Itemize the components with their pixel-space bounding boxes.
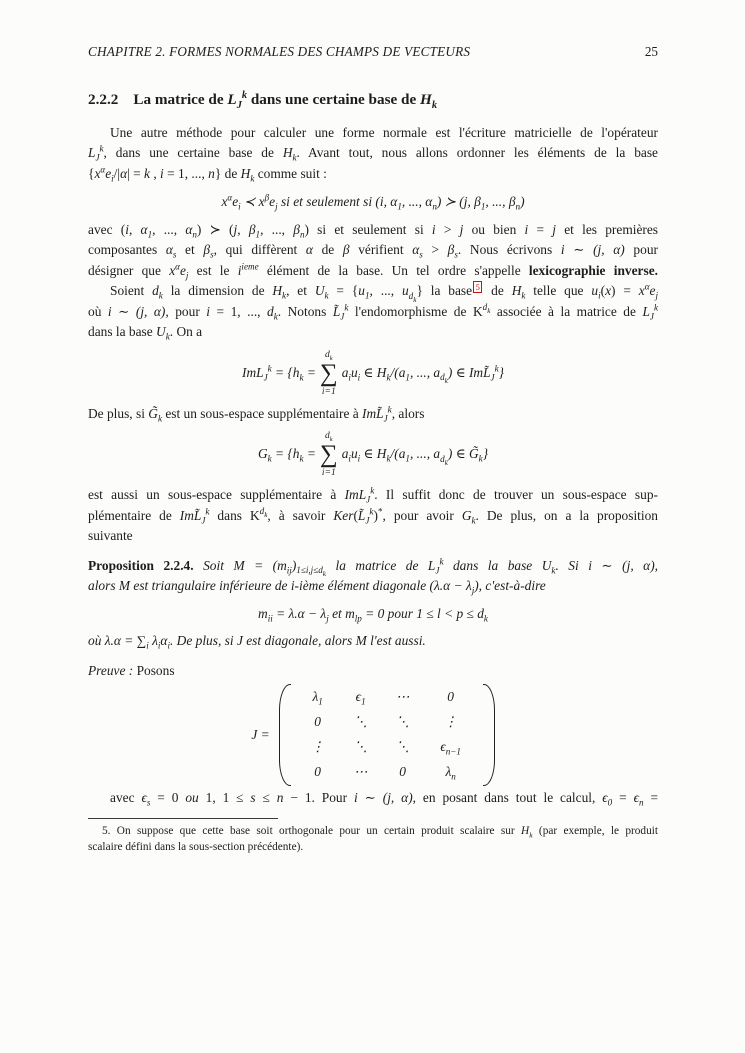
sum-lower-limit: i=1	[321, 468, 336, 478]
text-line: composantes $\alpha_s$ et $\beta_s$, qui diffèrent α de β vérifient $\alpha_s > \beta_s$. Nous écrivons i ∼ (j, α) pour	[88, 242, 658, 260]
text-line: est aussi un sous-espace supplémentaire à ImL$_J^k$. Il suffit donc de trouver un sous-espace sup-	[88, 485, 658, 505]
matrix-cell: 0	[314, 714, 321, 730]
running-chapter-title: CHAPITRE 2. FORMES NORMALES DES CHAMPS DE VECTEURS	[88, 44, 471, 59]
matrix-cell: 0	[399, 764, 406, 780]
matrix-cell: ⋯	[395, 689, 410, 705]
text-line: dans la base $U_k$. On a	[88, 324, 203, 342]
formula-right: $a_iu_i$ ∈ $H_k/(a_1$, ..., $a_{d_k}$) ∈ $ImL̃_J^k$}	[341, 363, 504, 386]
display-formula-order: $x^\alpha e_i$ ≺ $x^\beta e_j$ si et seulement si (i, $\alpha_1$, ..., $\alpha_n$) ≻ (j, $\beta_1$, ..., $\beta_n$)	[221, 192, 525, 212]
matrix-cell: $\epsilon_{n-1}$	[440, 739, 461, 757]
matrix-cell: ⋱	[353, 714, 368, 730]
formula-right: $a_iu_i$ ∈ $H_k/(a_1$, ..., $a_{d_k}$) ∈ $G̃_k$}	[341, 446, 489, 467]
sum-operator	[320, 350, 338, 397]
sigma-icon: ∑	[319, 359, 338, 387]
paragraph-order-def	[88, 220, 658, 282]
matrix-cell: ⋮	[443, 714, 458, 730]
footnote-block	[88, 823, 658, 856]
matrix-cell: ⋮	[310, 739, 325, 755]
display-formula-im	[88, 350, 658, 397]
proposition-block	[88, 556, 658, 597]
matrix-cell: ⋯	[353, 764, 368, 780]
paragraph-base	[88, 281, 658, 343]
display-formula-gk	[88, 431, 658, 478]
sum-lower-limit: i=1	[321, 386, 336, 397]
paragraph-supplementaire	[88, 485, 658, 547]
text-line: où i ∼ (j, α), pour i = 1, ..., $d_k$. Notons $L̃_J^k$ l'endomorphisme de $K^{d_k}$ associée à la matrice de $L_J^k$	[88, 302, 658, 322]
text-line: {$x^\alpha e_i/|\alpha| = k$ , i = 1, ..., n} de $H_k$ comme suit :	[88, 164, 327, 184]
text-line: désigner que $x^\alpha e_j$ est le $i^{ieme}$ élément de la base. Un tel ordre s'appelle lexicographie inverse.	[88, 261, 658, 281]
footnote-line: 5. On suppose que cette base soit orthogonale pour un certain produit scalaire sur $H_k$ (par exemple, le produit	[102, 824, 658, 839]
text-line: plémentaire de $ImL̃_J^k$ dans $K^{d_k}$, à savoir $Ker(L̃_J^k)^*$, pour avoir $G_k$. De plus, on a la proposition	[88, 506, 659, 526]
display-matrix-j	[88, 684, 658, 786]
matrix-cell: $\lambda_n$	[445, 764, 456, 782]
paragraph-intro	[88, 123, 658, 185]
text-line: suivante	[88, 528, 133, 543]
page-header	[88, 42, 658, 63]
sum-operator	[320, 431, 338, 478]
proposition-line: alors M est triangulaire inférieure de i-ième élément diagonale $(\lambda.\alpha - \lambda_j)$, c'est-à-dire	[88, 578, 546, 596]
right-paren-icon	[483, 684, 495, 786]
matrix-cell: $\epsilon_1$	[355, 689, 366, 707]
text-line-ou: où $\lambda.\alpha = \sum_i$ $\lambda_i\alpha_i$. De plus, si J est diagonale, alors M l'est aussi.	[88, 633, 426, 651]
text-line-deplus: De plus, si $G̃_k$ est un sous-espace supplémentaire à $ImL̃_J^k$, alors	[88, 404, 425, 424]
text-line: Soient $d_k$ la dimension de $H_k$, et $U_k = \{u_1$, ..., $u_{d_k}$} la base $^5$ de $H_k$ telle que $u_i(x) = x^\alpha e_j$	[110, 281, 658, 304]
footnote-rule	[88, 818, 278, 819]
matrix-cell: ⋱	[395, 739, 410, 755]
sum-upper-limit: $d_k$	[324, 431, 333, 443]
matrix-cell: ⋱	[353, 739, 368, 755]
matrix-cell: 0	[447, 689, 454, 705]
text-line: $L_J^k$, dans une certaine base de $H_k$. Avant tout, nous allons ordonner les éléments de la base	[88, 143, 658, 163]
formula-left: $G_k = \{h_k$ =	[257, 446, 316, 464]
text-line: Une autre méthode pour calculer une forme normale est l'écriture matricielle de l'opérateur	[110, 124, 658, 140]
proposition-line: Proposition 2.2.4. Soit $M = (m_{ij})_{1\le i,j\le d_k}$ la matrice de $L_J^k$ dans la base $U_k$. Si i ∼ (j, α),	[88, 556, 659, 578]
footnote-marker-link[interactable]: 5	[473, 281, 482, 293]
text-line-preuve: Preuve : Posons	[88, 662, 175, 678]
section-heading	[88, 90, 658, 110]
section-title: La matrice de $L_J^k$ dans une certaine base de $H_k$	[133, 89, 438, 111]
sigma-icon: ∑	[319, 441, 338, 468]
section-number: 2.2.2	[88, 90, 119, 108]
page-number: 25	[644, 44, 658, 59]
sum-upper-limit: $d_k$	[324, 349, 333, 362]
matrix-cell: $\lambda_1$	[312, 689, 323, 707]
text-line: avec (i, $\alpha_1$, ..., $\alpha_n$) ≻ (j, $\beta_1$, ..., $\beta_n$) si et seulement si i > j ou bien i = j et les premières	[88, 221, 659, 240]
display-formula-mii: $m_{ii} = \lambda.\alpha - \lambda_j$ et $m_{lp} = 0$ pour $1 \le l < p \le d_k$	[258, 605, 488, 624]
formula-left: $ImL_J^k = \{h_k$ =	[241, 363, 316, 383]
footnote-line: scalaire défini dans la sous-section précédente).	[88, 841, 304, 853]
matrix-grid	[291, 685, 483, 785]
left-paren-icon	[279, 684, 291, 786]
matrix-prefix: J =	[251, 726, 270, 742]
matrix-cell: ⋱	[395, 714, 410, 730]
text-line-avec: avec $\epsilon_s = 0$ ou 1, 1 ≤ s ≤ n − 1. Pour i ∼ (j, α), en posant dans tout le calcul, $\epsilon_0 = \epsilon_n$ =	[110, 790, 659, 808]
matrix-cell: 0	[314, 764, 321, 780]
